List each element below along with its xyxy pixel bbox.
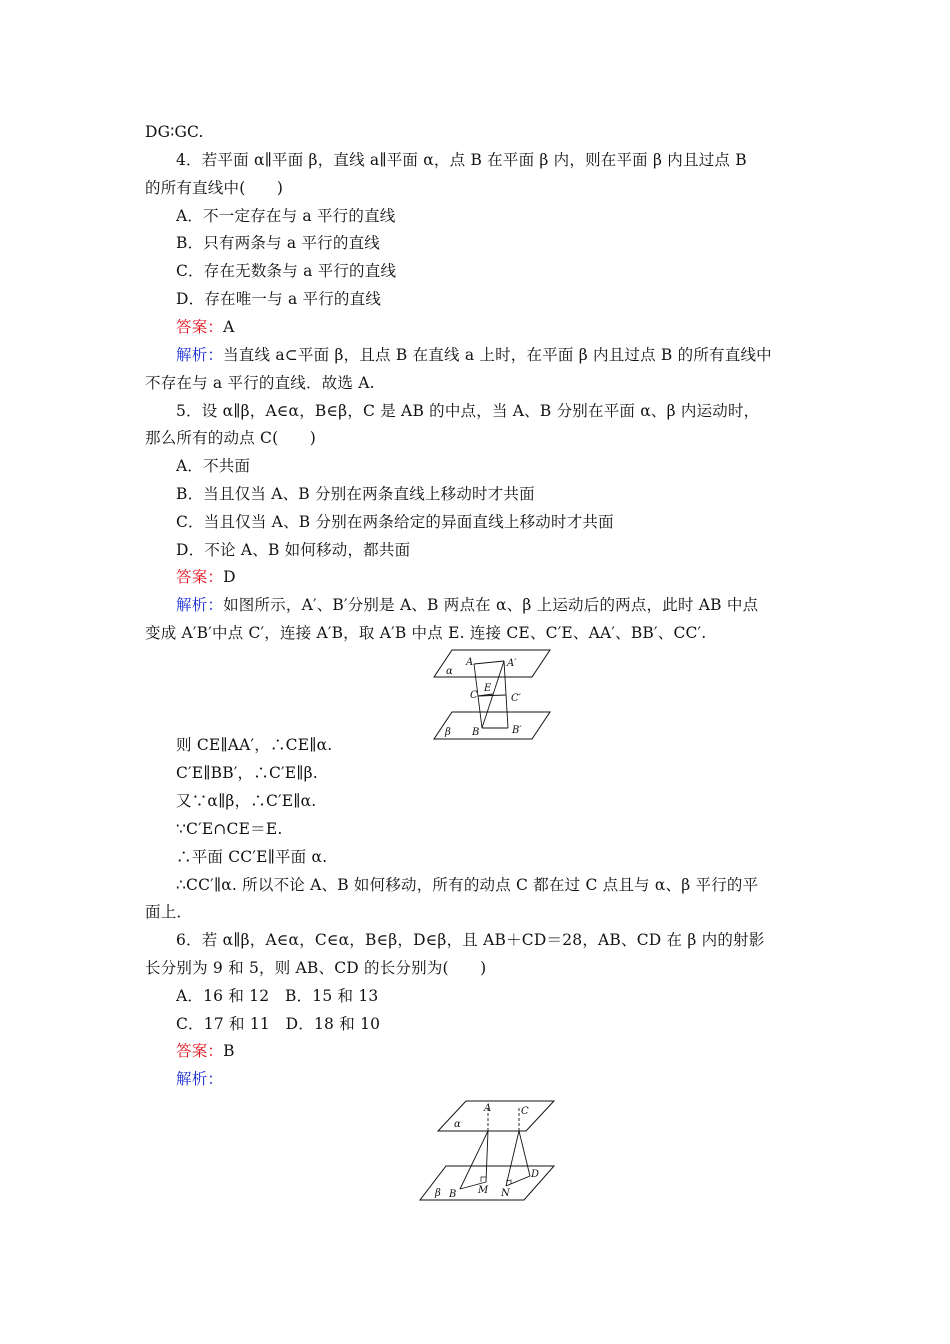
label-alpha: α bbox=[454, 1119, 461, 1130]
option-c: C．当且仅当 A、B 分别在两条给定的异面直线上移动时才共面 bbox=[176, 513, 614, 531]
label-m: M bbox=[478, 1185, 489, 1196]
answer-value: B bbox=[223, 1042, 235, 1060]
label-a-prime: A′ bbox=[507, 658, 517, 669]
proof-line-3: 又∵α∥β，∴C′E∥α. bbox=[176, 792, 317, 810]
option-d: D．存在唯一与 a 平行的直线 bbox=[176, 290, 382, 308]
question-4-stem-cont: 的所有直线中( ) bbox=[145, 179, 284, 197]
proof-line-6: ∴CC′∥α. 所以不论 A、B 如何移动，所有的动点 C 都在过 C 点且与 α、β 平行的平 bbox=[176, 876, 759, 894]
answer-label: 答案： bbox=[176, 1042, 224, 1060]
label-a: A bbox=[466, 657, 474, 668]
analysis-label: 解析： bbox=[176, 346, 224, 364]
label-c: C bbox=[470, 690, 478, 701]
options-ab: A．16 和 12 B．15 和 13 bbox=[176, 987, 379, 1005]
question-5-stem: 5．设 α∥β，A∈α，B∈β，C 是 AB 的中点，当 A、B 分别在平面 α、β 内运动时， bbox=[176, 402, 760, 420]
option-a: A．不一定存在与 a 平行的直线 bbox=[176, 207, 396, 225]
options-cd: C．17 和 11 D．18 和 10 bbox=[176, 1015, 381, 1033]
answer-line bbox=[176, 566, 236, 588]
figure-parallel-planes-1 bbox=[432, 647, 552, 741]
proof-line-4: ∵C′E∩CE＝E. bbox=[176, 820, 283, 838]
proof-line-5: ∴平面 CC′E∥平面 α. bbox=[176, 848, 328, 866]
text-line: DG∶GC. bbox=[145, 123, 204, 141]
label-b: B bbox=[449, 1189, 457, 1200]
label-n: N bbox=[501, 1188, 510, 1199]
analysis-cont: 不存在与 a 平行的直线．故选 A. bbox=[145, 374, 375, 392]
figure-parallel-planes-2 bbox=[418, 1098, 556, 1204]
proof-line-2: C′E∥BB′，∴C′E∥β. bbox=[176, 764, 318, 782]
answer-label: 答案： bbox=[176, 318, 224, 336]
analysis-label: 解析： bbox=[176, 596, 224, 614]
question-6-stem: 6．若 α∥β，A∈α，C∈α，B∈β，D∈β，且 AB＋CD＝28，AB、CD 在 β 内的射影 bbox=[176, 931, 765, 949]
label-c-prime: C′ bbox=[511, 693, 521, 704]
label-b: B bbox=[472, 727, 480, 738]
label-e: E bbox=[484, 683, 492, 694]
option-b: B．当且仅当 A、B 分别在两条直线上移动时才共面 bbox=[176, 485, 535, 503]
label-d: D bbox=[531, 1169, 540, 1180]
analysis-text: 如图所示，A′、B′分别是 A、B 两点在 α、β 上运动后的两点，此时 AB 中点 bbox=[223, 596, 759, 614]
answer-label: 答案： bbox=[176, 568, 224, 586]
option-a: A．不共面 bbox=[176, 457, 251, 475]
question-4-stem: 4．若平面 α∥平面 β，直线 a∥平面 α，点 B 在平面 β 内，则在平面 β 内且过点 B bbox=[176, 151, 747, 169]
label-beta: β bbox=[435, 1188, 441, 1199]
question-5-stem-cont: 那么所有的动点 C( ) bbox=[145, 429, 316, 447]
analysis-cont: 变成 A′B′中点 C′，连接 A′B，取 A′B 中点 E. 连接 CE、C′E、AA′、BB′、CC′. bbox=[145, 624, 707, 642]
option-c: C．存在无数条与 a 平行的直线 bbox=[176, 262, 397, 280]
answer-line bbox=[176, 1040, 235, 1062]
analysis-label: 解析： bbox=[176, 1070, 224, 1088]
analysis-line bbox=[176, 594, 758, 616]
label-beta: β bbox=[445, 727, 451, 738]
proof-line-1: 则 CE∥AA′，∴CE∥α. bbox=[176, 736, 333, 754]
option-d: D．不论 A、B 如何移动，都共面 bbox=[176, 541, 411, 559]
label-alpha: α bbox=[446, 666, 453, 677]
answer-value: D bbox=[223, 568, 236, 586]
analysis-line bbox=[176, 1068, 223, 1090]
label-c: C bbox=[521, 1106, 529, 1117]
option-b: B．只有两条与 a 平行的直线 bbox=[176, 234, 380, 252]
question-6-stem-cont: 长分别为 9 和 5，则 AB、CD 的长分别为( ) bbox=[145, 959, 487, 977]
analysis-text: 当直线 a⊂平面 β，且点 B 在直线 a 上时，在平面 β 内且过点 B 的所有直线中 bbox=[223, 346, 772, 364]
answer-line bbox=[176, 316, 235, 338]
proof-line-6-cont: 面上． bbox=[145, 903, 193, 921]
label-b-prime: B′ bbox=[512, 725, 522, 736]
label-a: A bbox=[484, 1103, 492, 1114]
answer-value: A bbox=[223, 318, 235, 336]
analysis-line bbox=[176, 344, 772, 366]
